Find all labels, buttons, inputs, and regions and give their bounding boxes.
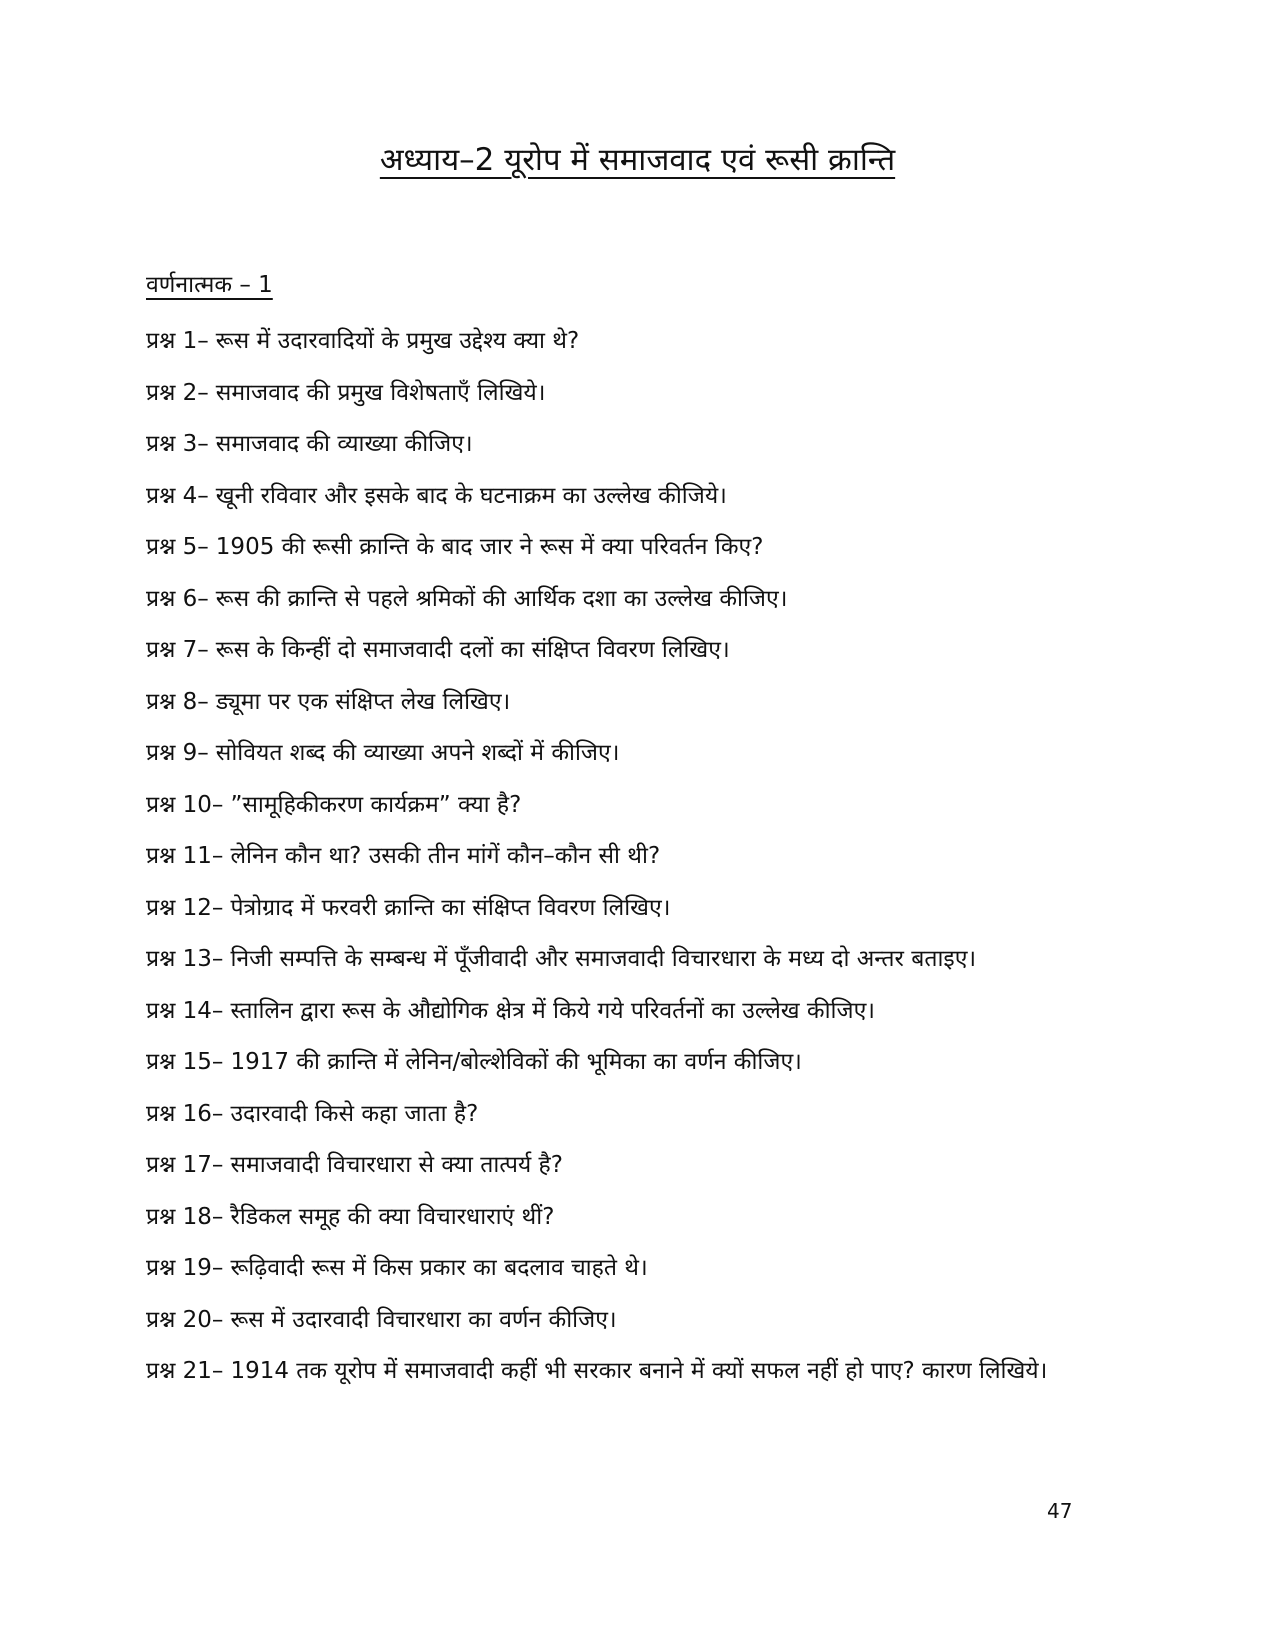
question-item	[146, 1346, 1136, 1398]
question-item	[146, 728, 1136, 780]
question-number: प्रश्न 8–	[146, 688, 209, 715]
question-item	[146, 522, 1136, 574]
question-item	[146, 677, 1136, 729]
question-number: प्रश्न 16–	[146, 1100, 224, 1127]
question-text: समाजवादी विचारधारा से क्या तात्पर्य है?	[230, 1152, 563, 1178]
question-item	[146, 883, 1136, 935]
question-text: निजी सम्पत्ति के सम्बन्ध में पूँजीवादी और समाजवादी विचारधारा के मध्य दो अन्तर बताइए।	[230, 946, 977, 972]
question-number: प्रश्न 15–	[146, 1049, 224, 1075]
question-list	[146, 316, 1136, 1398]
question-number: प्रश्न 14–	[146, 997, 224, 1024]
question-text: रूस के किन्हीं दो समाजवादी दलों का संक्षिप्त विवरण लिखिए।	[215, 637, 730, 663]
question-item	[146, 1243, 1136, 1295]
question-item	[146, 1037, 1136, 1089]
question-number: प्रश्न 10–	[146, 791, 224, 818]
question-item	[146, 934, 1136, 986]
question-item	[146, 780, 1136, 832]
question-text: लेनिन कौन था? उसकी तीन मांगें कौन–कौन सी थी?	[230, 843, 661, 869]
question-number: प्रश्न 19–	[146, 1255, 224, 1281]
question-text: रूढ़िवादी रूस में किस प्रकार का बदलाव चाहते थे।	[230, 1255, 648, 1281]
question-text: खूनी रविवार और इसके बाद के घटनाक्रम का उल्लेख कीजिये।	[215, 482, 727, 509]
question-item	[146, 1295, 1136, 1347]
question-number: प्रश्न 18–	[146, 1203, 224, 1230]
question-number: प्रश्न 7–	[146, 637, 209, 663]
question-item	[146, 1140, 1136, 1192]
question-number: प्रश्न 5–	[146, 534, 209, 560]
question-number: प्रश्न 9–	[146, 740, 209, 766]
question-text: रैडिकल समूह की क्या विचारधाराएं थीं?	[230, 1203, 555, 1230]
question-number: प्रश्न 12–	[146, 894, 224, 921]
question-number: प्रश्न 13–	[146, 946, 224, 972]
question-item	[146, 368, 1136, 420]
question-text: रूस में उदारवादियों के प्रमुख उद्देश्य क्या थे?	[215, 328, 580, 354]
question-item	[146, 625, 1136, 677]
question-item	[146, 316, 1136, 368]
question-text: ”सामूहिकीकरण कार्यक्रम” क्या है?	[230, 791, 522, 818]
question-item	[146, 1089, 1136, 1141]
question-text: 1917 की क्रान्ति में लेनिन/बोल्शेविकों की भूमिका का वर्णन कीजिए।	[230, 1049, 802, 1075]
page-number: 47	[1047, 1499, 1073, 1523]
question-text: उदारवादी किसे कहा जाता है?	[230, 1100, 479, 1127]
question-text: सोवियत शब्द की व्याख्या अपने शब्दों में कीजिए।	[215, 740, 620, 766]
question-item	[146, 831, 1136, 883]
question-text: 1905 की रूसी क्रान्ति के बाद जार ने रूस में क्या परिवर्तन किए?	[215, 534, 764, 560]
question-number: प्रश्न 1–	[146, 328, 209, 354]
question-text: पेत्रोग्राद में फरवरी क्रान्ति का संक्षिप्त विवरण लिखिए।	[230, 894, 671, 921]
question-text: समाजवाद की व्याख्या कीजिए।	[215, 431, 473, 457]
chapter-title	[0, 138, 1275, 182]
question-number: प्रश्न 21–	[146, 1358, 224, 1384]
question-item	[146, 1192, 1136, 1244]
question-number: प्रश्न 20–	[146, 1306, 224, 1333]
question-number: प्रश्न 2–	[146, 379, 209, 406]
question-item	[146, 986, 1136, 1038]
question-number: प्रश्न 4–	[146, 482, 209, 509]
question-text: रूस की क्रान्ति से पहले श्रमिकों की आर्थिक दशा का उल्लेख कीजिए।	[215, 585, 788, 612]
chapter-title-text: अध्याय–2 यूरोप में समाजवाद एवं रूसी क्रान्ति	[379, 142, 896, 178]
question-text: समाजवाद की प्रमुख विशेषताएँ लिखिये।	[215, 379, 546, 406]
question-text: 1914 तक यूरोप में समाजवादी कहीं भी सरकार बनाने में क्यों सफल नहीं हो पाए? कारण लिखिये।	[230, 1358, 1048, 1384]
section-heading: वर्णनात्मक – 1	[146, 272, 273, 298]
question-item	[146, 471, 1136, 523]
question-number: प्रश्न 17–	[146, 1152, 224, 1178]
question-text: ड्यूमा पर एक संक्षिप्त लेख लिखिए।	[215, 688, 511, 715]
question-text: स्तालिन द्वारा रूस के औद्योगिक क्षेत्र में किये गये परिवर्तनों का उल्लेख कीजिए।	[230, 997, 875, 1024]
question-item	[146, 574, 1136, 626]
question-item	[146, 419, 1136, 471]
question-number: प्रश्न 6–	[146, 585, 209, 612]
question-number: प्रश्न 3–	[146, 431, 209, 457]
question-number: प्रश्न 11–	[146, 843, 224, 869]
question-text: रूस में उदारवादी विचारधारा का वर्णन कीजिए।	[230, 1306, 617, 1333]
